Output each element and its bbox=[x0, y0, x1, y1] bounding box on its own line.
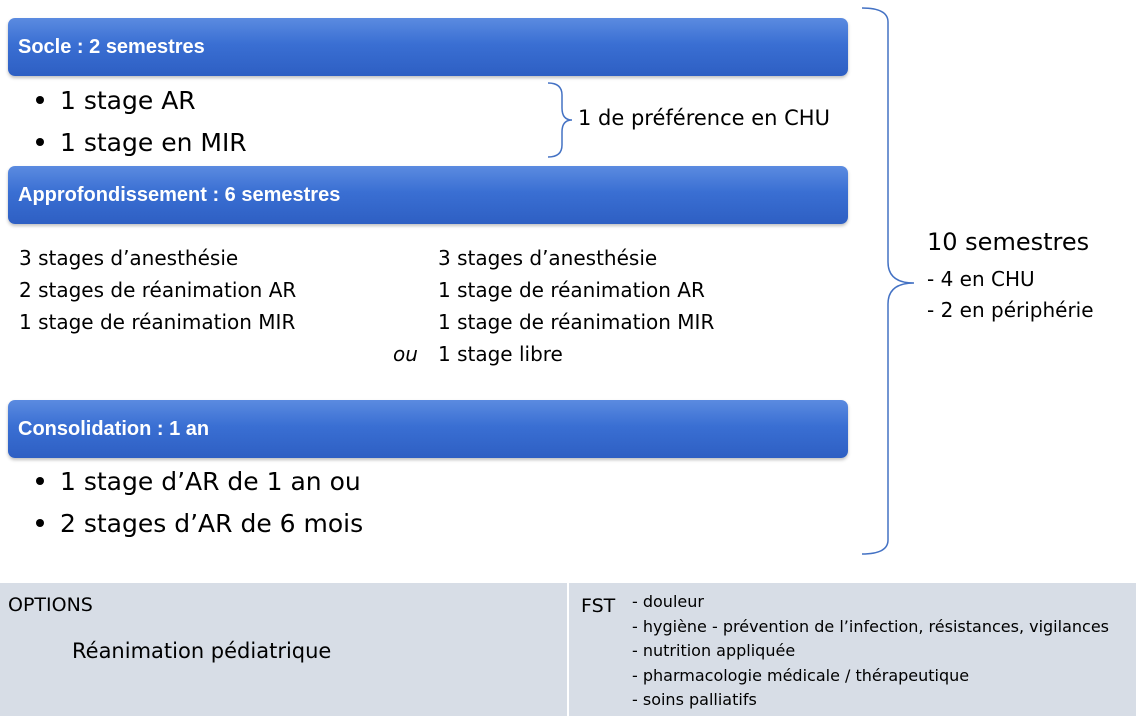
list-item: 1 stage de réanimation MIR bbox=[19, 310, 296, 334]
bullet-icon bbox=[36, 96, 44, 104]
socle-brace-note: 1 de préférence en CHU bbox=[578, 106, 830, 130]
bullet-icon bbox=[36, 138, 44, 146]
options-panel bbox=[0, 583, 567, 716]
total-details bbox=[927, 264, 1094, 326]
socle-title: Socle : 2 semestres bbox=[18, 36, 205, 58]
list-item: - hygiène - prévention de l’infection, résistances, vigilances bbox=[632, 616, 1109, 636]
list-item: 2 stages de réanimation AR bbox=[19, 278, 297, 302]
total-heading: 10 semestres bbox=[927, 228, 1090, 256]
fst-label: FST bbox=[581, 595, 616, 617]
bullet-icon bbox=[36, 477, 44, 485]
list-item: 2 stages d’AR de 6 mois bbox=[36, 503, 363, 545]
bullet-icon bbox=[36, 519, 44, 527]
list-item: - soins palliatifs bbox=[632, 690, 757, 710]
fst-list bbox=[632, 590, 1109, 713]
list-item: - nutrition appliquée bbox=[632, 641, 796, 661]
approfondissement-header-bar bbox=[8, 166, 848, 224]
approfondissement-title: Approfondissement : 6 semestres bbox=[18, 184, 341, 206]
list-item: 3 stages d’anesthésie bbox=[438, 246, 658, 270]
consolidation-title: Consolidation : 1 an bbox=[18, 418, 210, 440]
list-item: 1 stage de réanimation AR bbox=[438, 278, 705, 302]
list-item: 1 stage libre bbox=[438, 342, 563, 366]
approfondissement-right-column bbox=[438, 242, 714, 370]
list-item: - 4 en CHU bbox=[927, 267, 1035, 291]
socle-header-bar bbox=[8, 18, 848, 76]
list-item: 1 stage de réanimation MIR bbox=[438, 310, 715, 334]
total-brace bbox=[862, 8, 914, 554]
options-label: OPTIONS bbox=[8, 594, 93, 616]
list-item: 3 stages d’anesthésie bbox=[19, 246, 239, 270]
consolidation-list bbox=[36, 461, 363, 545]
fst-panel bbox=[569, 583, 1136, 716]
list-item: 1 stage AR bbox=[36, 80, 247, 122]
list-item: - douleur bbox=[632, 592, 704, 611]
list-item: 1 stage d’AR de 1 an ou bbox=[36, 461, 363, 503]
or-separator: ou bbox=[393, 342, 418, 366]
list-item: - 2 en périphérie bbox=[927, 298, 1094, 322]
list-item: 1 stage en MIR bbox=[36, 122, 247, 164]
socle-brace bbox=[548, 83, 572, 157]
approfondissement-left-column bbox=[19, 242, 296, 338]
list-item: - pharmacologie médicale / thérapeutique bbox=[632, 665, 970, 685]
consolidation-header-bar bbox=[8, 400, 848, 458]
socle-list bbox=[36, 80, 247, 164]
options-item: Réanimation pédiatrique bbox=[72, 639, 332, 663]
